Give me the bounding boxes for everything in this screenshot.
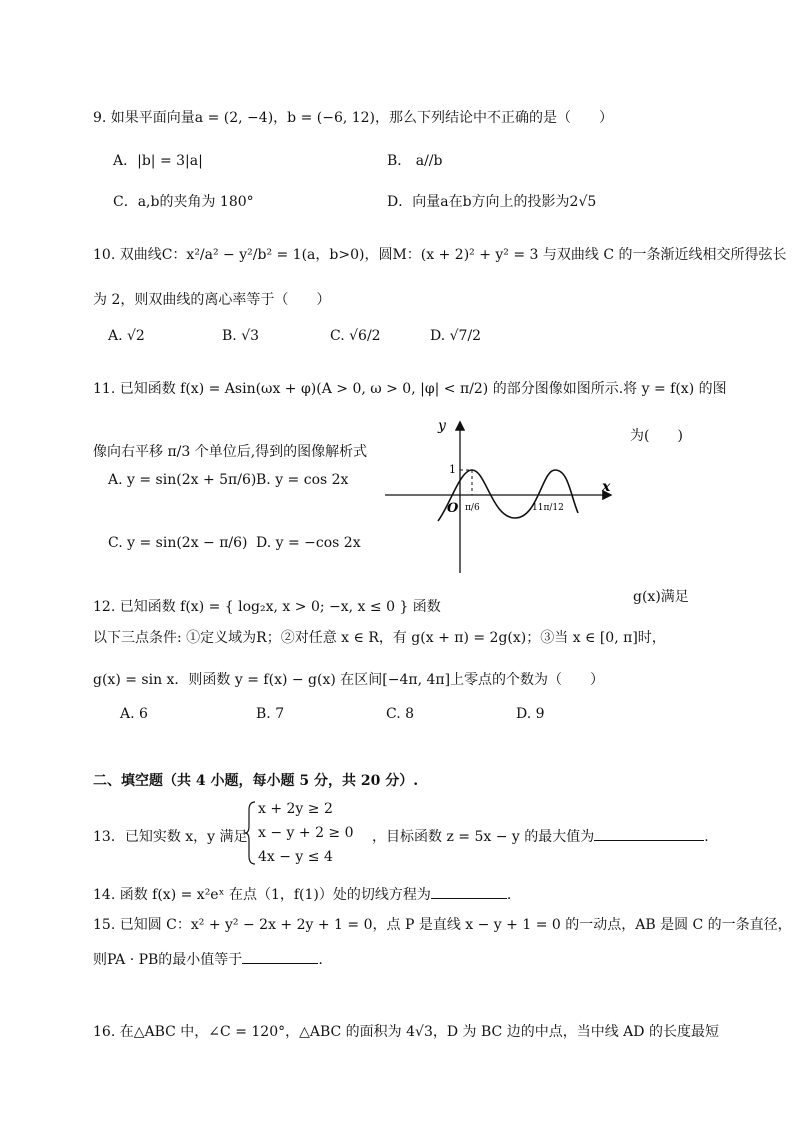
q9-option-a: A．|b| = 3|a|: [113, 153, 203, 169]
q12-stem-3: g(x) = sin x．则函数 y = f(x) − g(x) 在区间[−4π, 4π]上零点的个数为（ ）: [93, 672, 605, 688]
q13-constraint-2: x − y + 2 ≥ 0: [258, 825, 354, 841]
q11-stem: 11. 已知函数 f(x) = Asin(ωx + φ)(A > 0, ω > 0, |φ| < π/2) 的部分图像如图所示.将 y = f(x) 的图: [93, 381, 727, 397]
p11-12-label: 11π/12: [532, 503, 564, 513]
q13-prefix: 13．已知实数 x，y 满足: [93, 829, 248, 845]
q13-question: ，目标函数 z = 5x − y 的最大值为 .: [372, 829, 709, 845]
q10-option-b: B. √3: [222, 328, 260, 344]
q11-option-a: A. y = sin(2x + 5π/6): [108, 472, 257, 488]
q14-text: 14. 函数 f(x) = x²eˣ 在点（1，f(1)）处的切线方程为: [93, 887, 431, 903]
q12-option-a: A. 6: [120, 706, 148, 722]
q9-option-c: C．a,b的夹角为 180°: [113, 194, 254, 210]
q11-option-d: D. y = −cos 2x: [256, 535, 361, 551]
q13-constraint-1: x + 2y ≥ 2: [258, 801, 333, 817]
pi6-label: π/6: [465, 503, 480, 513]
origin-label: O: [447, 501, 459, 516]
q15-answer-blank[interactable]: [242, 951, 318, 964]
y-label: y: [438, 418, 446, 434]
one-label: 1: [449, 463, 456, 476]
q9-option-b: B． a//b: [387, 153, 443, 169]
q10-stem-2: 为 2，则双曲线的离心率等于（ ）: [93, 292, 331, 308]
q10-stem: 10. 双曲线C：x²/a² − y²/b² = 1(a，b>0)，圆M：(x + 2)² + y² = 3 与双曲线 C 的一条渐近线相交所得弦长: [93, 247, 787, 263]
q11-stem-2: 像向右平移 π/3 个单位后,得到的图像解析式: [93, 444, 368, 460]
q12-option-d: D. 9: [516, 706, 545, 722]
q15-question-2: 则PA · PB的最小值等于 .: [93, 952, 323, 968]
q11-option-c: C. y = sin(2x − π/6): [108, 535, 248, 551]
q10-option-d: D. √7/2: [430, 328, 482, 344]
q10-option-c: C. √6/2: [330, 328, 381, 344]
q11-stem-3: 为( ): [630, 428, 683, 444]
q10-option-a: A. √2: [108, 328, 145, 344]
q13-suffix: ，目标函数 z = 5x − y 的最大值为: [372, 829, 595, 845]
q15-text-2: 则PA · PB的最小值等于: [93, 952, 243, 968]
q16-text: 16. 在△ABC 中，∠C = 120°，△ABC 的面积为 4√3，D 为 BC 边的中点，当中线 AD 的长度最短: [93, 1024, 719, 1040]
section-2-heading: 二、填空题（共 4 小题，每小题 5 分，共 20 分）.: [93, 773, 419, 789]
q13-brace: [245, 800, 257, 866]
q13-answer-blank[interactable]: [594, 828, 704, 841]
q9-stem: 9. 如果平面向量a = (2, −4)，b = (−6, 12)，那么下列结论中不正确的是（ ）: [93, 110, 614, 126]
x-label: x: [602, 479, 611, 495]
q9-option-d: D．向量a在b方向上的投影为2√5: [387, 194, 597, 210]
q14-answer-blank[interactable]: [431, 886, 507, 899]
q15-text: 15. 已知圆 C：x² + y² − 2x + 2y + 1 = 0，点 P 是直线 x − y + 1 = 0 的一动点，AB 是圆 C 的一条直径，: [93, 917, 792, 933]
q14-question: 14. 函数 f(x) = x²eˣ 在点（1，f(1)）处的切线方程为 .: [93, 887, 512, 903]
q11-sine-graph: [380, 415, 620, 580]
q12-stem-right: g(x)满足: [633, 589, 689, 605]
q12-option-b: B. 7: [256, 706, 285, 722]
q12-stem-2: 以下三点条件: ①定义域为R；②对任意 x ∈ R，有 g(x + π) = 2g(x)；③当 x ∈ [0, π]时，: [93, 630, 666, 646]
q12-stem: 12. 已知函数 f(x) = { log₂x, x > 0; −x, x ≤ 0 } 函数: [93, 599, 441, 615]
q11-option-b: B. y = cos 2x: [256, 472, 349, 488]
q12-option-c: C. 8: [386, 706, 415, 722]
q13-constraint-3: 4x − y ≤ 4: [258, 849, 333, 865]
